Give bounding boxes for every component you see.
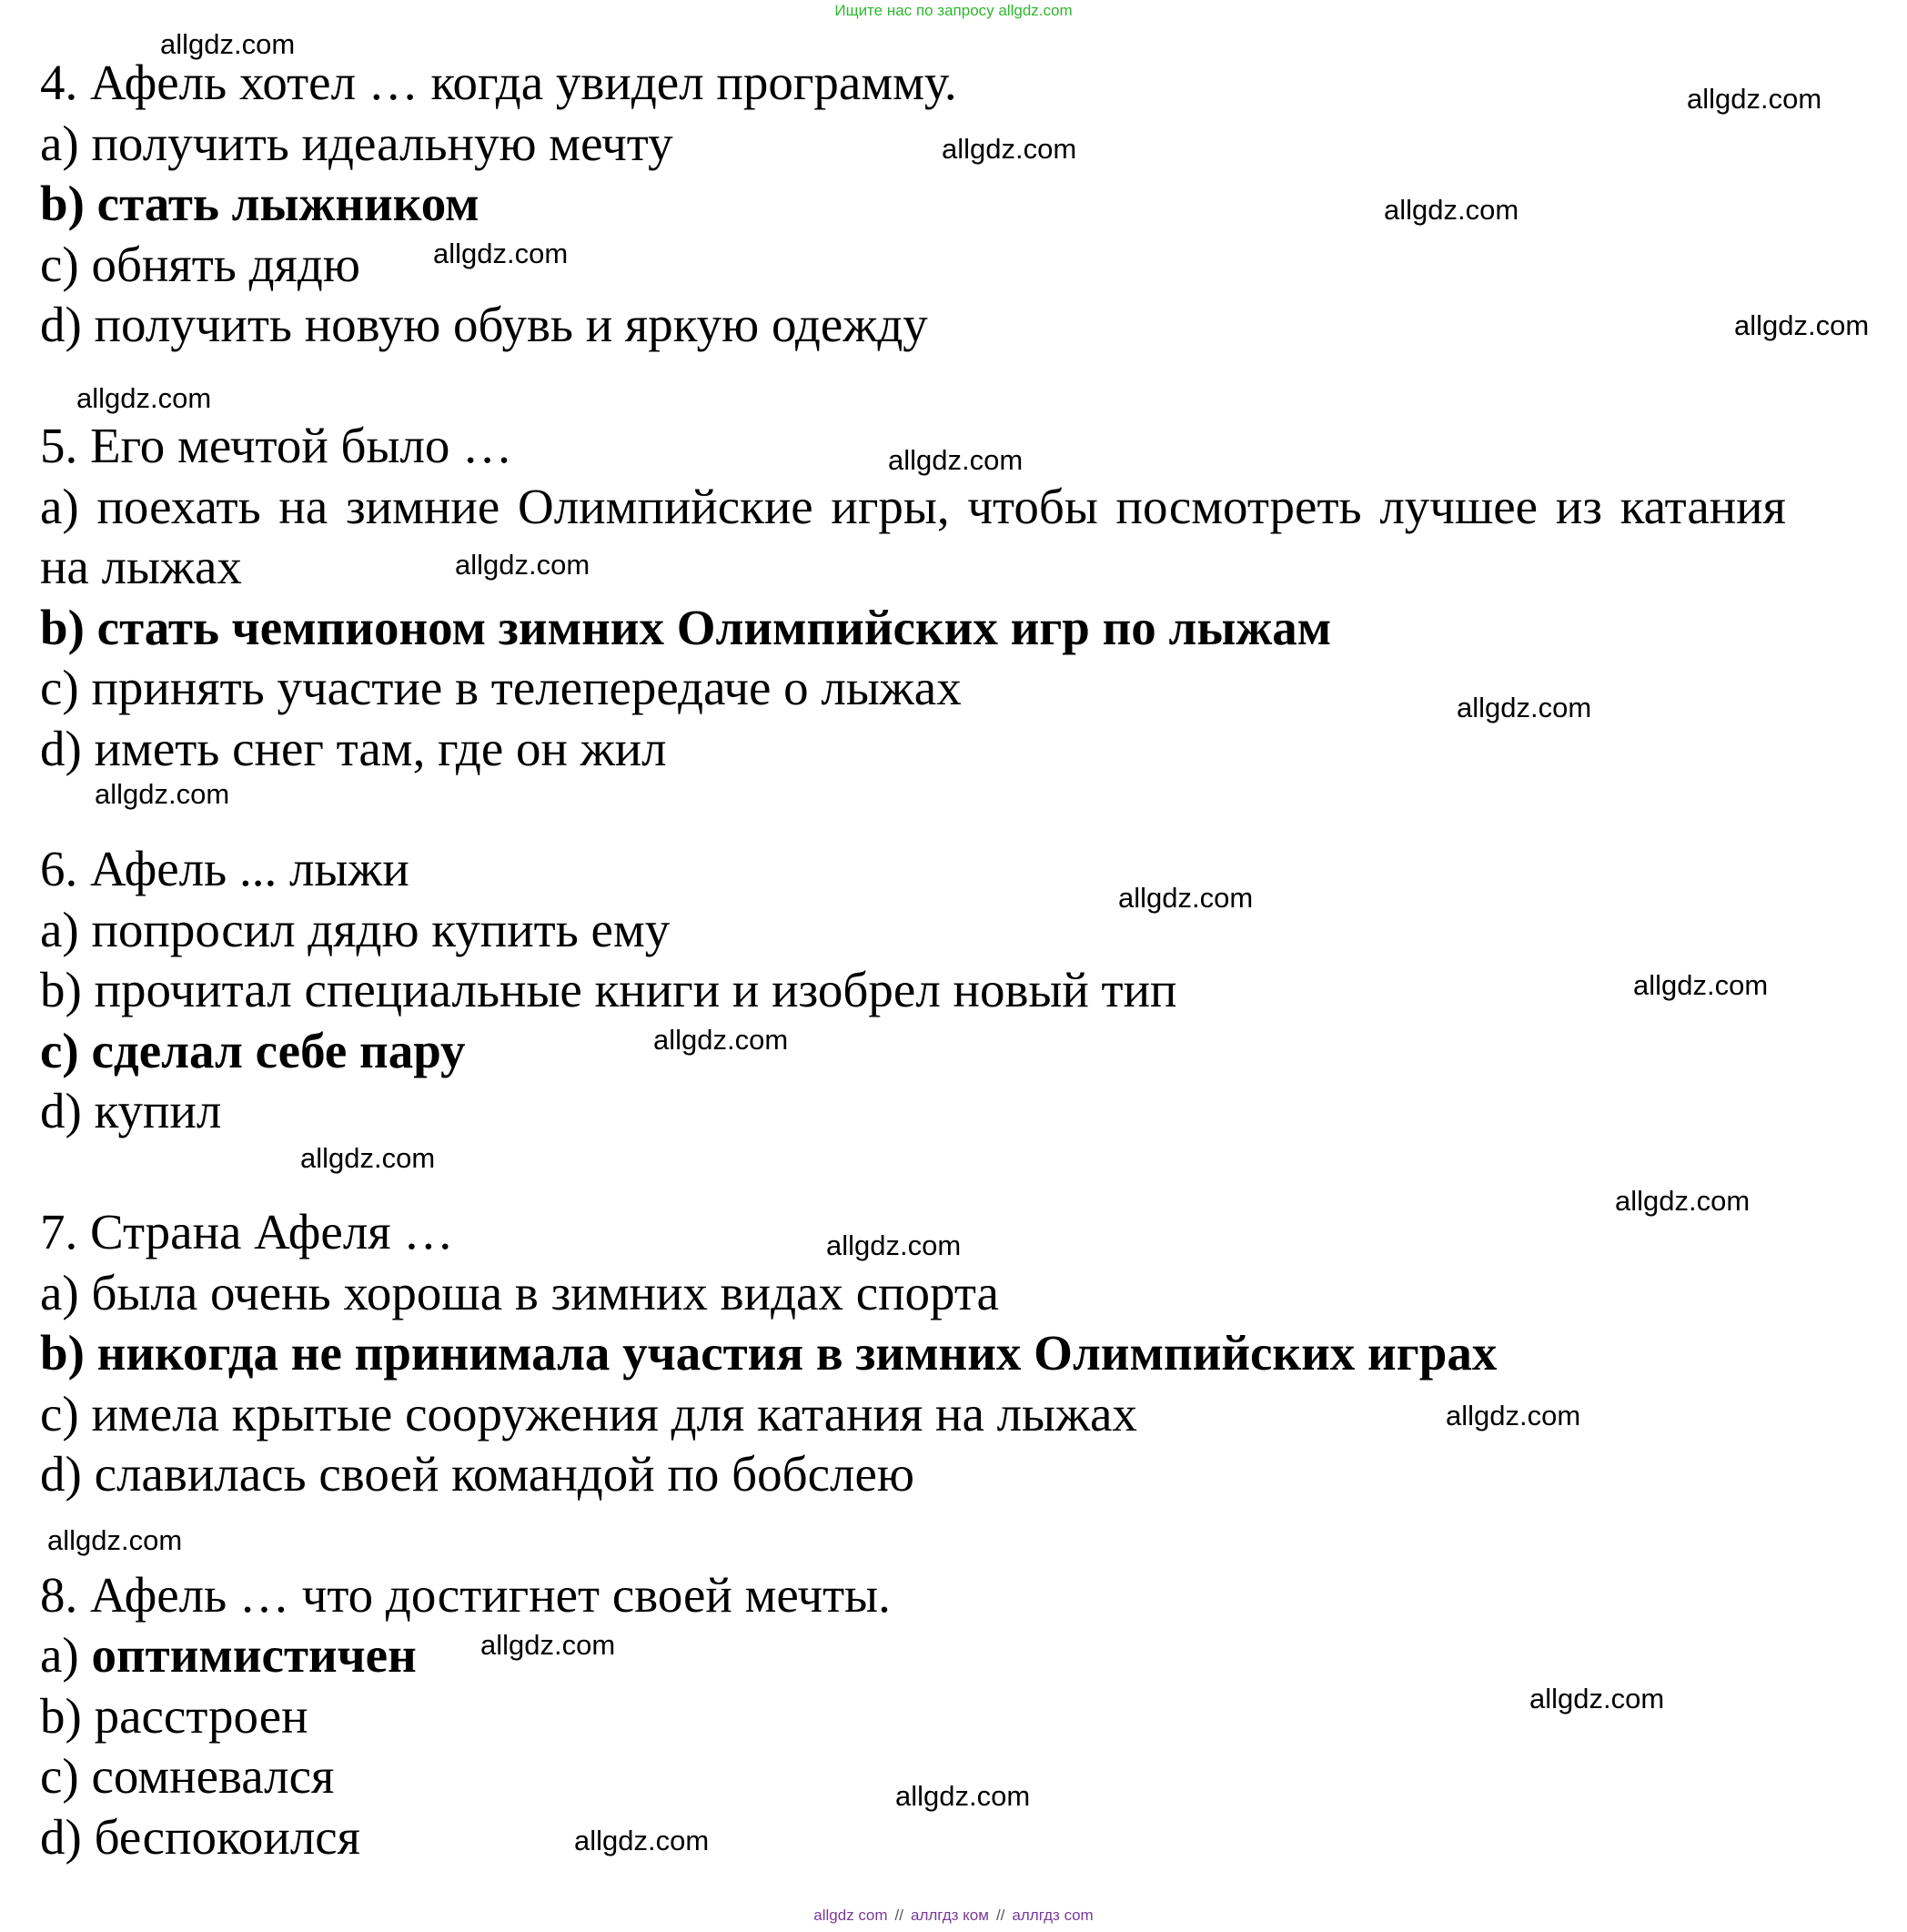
question-5-option-d: d) иметь снег там, где он жил	[40, 721, 667, 776]
watermark: allgdz.com	[942, 133, 1077, 165]
watermark: allgdz.com	[895, 1780, 1031, 1812]
question-4-option-b: b) стать лыжником	[40, 176, 479, 231]
watermark: allgdz.com	[433, 238, 569, 269]
question-5-option-c: c) принять участие в телепередаче о лыжах	[40, 660, 962, 715]
question-8-option-b: b) расстроен	[40, 1688, 308, 1744]
question-7-option-b: b) никогда не принимала участия в зимних Олимпийских играх	[40, 1325, 1498, 1381]
watermark: allgdz.com	[1457, 692, 1592, 723]
watermark: allgdz.com	[653, 1024, 789, 1056]
question-8-option-d: d) беспокоился	[40, 1809, 360, 1865]
question-4-option-c: c) обнять дядю	[40, 237, 360, 292]
question-5-text: 5. Его мечтой было …	[40, 418, 513, 473]
question-5-option-a-continued: на лыжах	[40, 539, 242, 594]
footer	[0, 1907, 1907, 1925]
footer-separator: //	[894, 1907, 903, 1924]
question-6-option-b: b) прочитал специальные книги и изобрел новый тип	[40, 962, 1177, 1017]
footer-link-1[interactable]: allgdz com	[813, 1907, 888, 1924]
watermark: allgdz.com	[1529, 1683, 1665, 1715]
watermark: allgdz.com	[95, 778, 230, 810]
watermark: allgdz.com	[1734, 309, 1870, 341]
footer-link-2[interactable]: аллгдз ком	[911, 1907, 989, 1924]
question-4-option-d: d) получить новую обувь и яркую одежду	[40, 297, 928, 352]
question-6-option-a: a) попросил дядю купить ему	[40, 902, 671, 957]
watermark: allgdz.com	[1118, 882, 1254, 914]
watermark: allgdz.com	[888, 444, 1024, 476]
watermark: allgdz.com	[1615, 1185, 1751, 1217]
footer-link-3[interactable]: аллгдз com	[1012, 1907, 1094, 1924]
watermark: allgdz.com	[455, 549, 590, 581]
question-5-option-b: b) стать чемпионом зимних Олимпийских игр по лыжам	[40, 600, 1332, 655]
question-8-option-c: c) сомневался	[40, 1748, 335, 1804]
question-8-text: 8. Афель … что достигнет своей мечты.	[40, 1567, 891, 1623]
question-8-option-a: a) оптимистичен	[40, 1627, 417, 1683]
question-7-option-d: d) славилась своей командой по бобслею	[40, 1446, 914, 1502]
watermark: allgdz.com	[76, 382, 212, 414]
watermark: allgdz.com	[300, 1142, 436, 1174]
watermark: allgdz.com	[1446, 1400, 1581, 1431]
watermark: allgdz.com	[480, 1629, 616, 1661]
question-4-option-a: a) получить идеальную мечту	[40, 116, 673, 171]
top-banner: Ищите нас по запросу allgdz.com	[834, 2, 1073, 19]
watermark: allgdz.com	[1384, 194, 1519, 226]
question-7-option-c: c) имела крытые сооружения для катания на лыжах	[40, 1386, 1137, 1441]
watermark: allgdz.com	[574, 1825, 710, 1856]
watermark: allgdz.com	[826, 1229, 962, 1261]
footer-separator: //	[995, 1907, 1005, 1924]
watermark: allgdz.com	[47, 1524, 183, 1556]
question-6-option-d: d) купил	[40, 1083, 222, 1138]
watermark: allgdz.com	[1687, 83, 1822, 115]
question-5-option-a: a) поехать на зимние Олимпийские игры, чтобы посмотреть лучшее из катания	[40, 479, 1786, 534]
watermark: allgdz.com	[1633, 969, 1769, 1001]
question-7-text: 7. Страна Афеля …	[40, 1204, 454, 1259]
question-6-option-c: c) сделал себе пару	[40, 1023, 466, 1078]
question-6-text: 6. Афель ... лыжи	[40, 841, 409, 896]
watermark: allgdz.com	[160, 28, 296, 60]
question-7-option-a: a) была очень хороша в зимних видах спорта	[40, 1265, 999, 1320]
question-4-text: 4. Афель хотел … когда увидел программу.	[40, 55, 957, 110]
